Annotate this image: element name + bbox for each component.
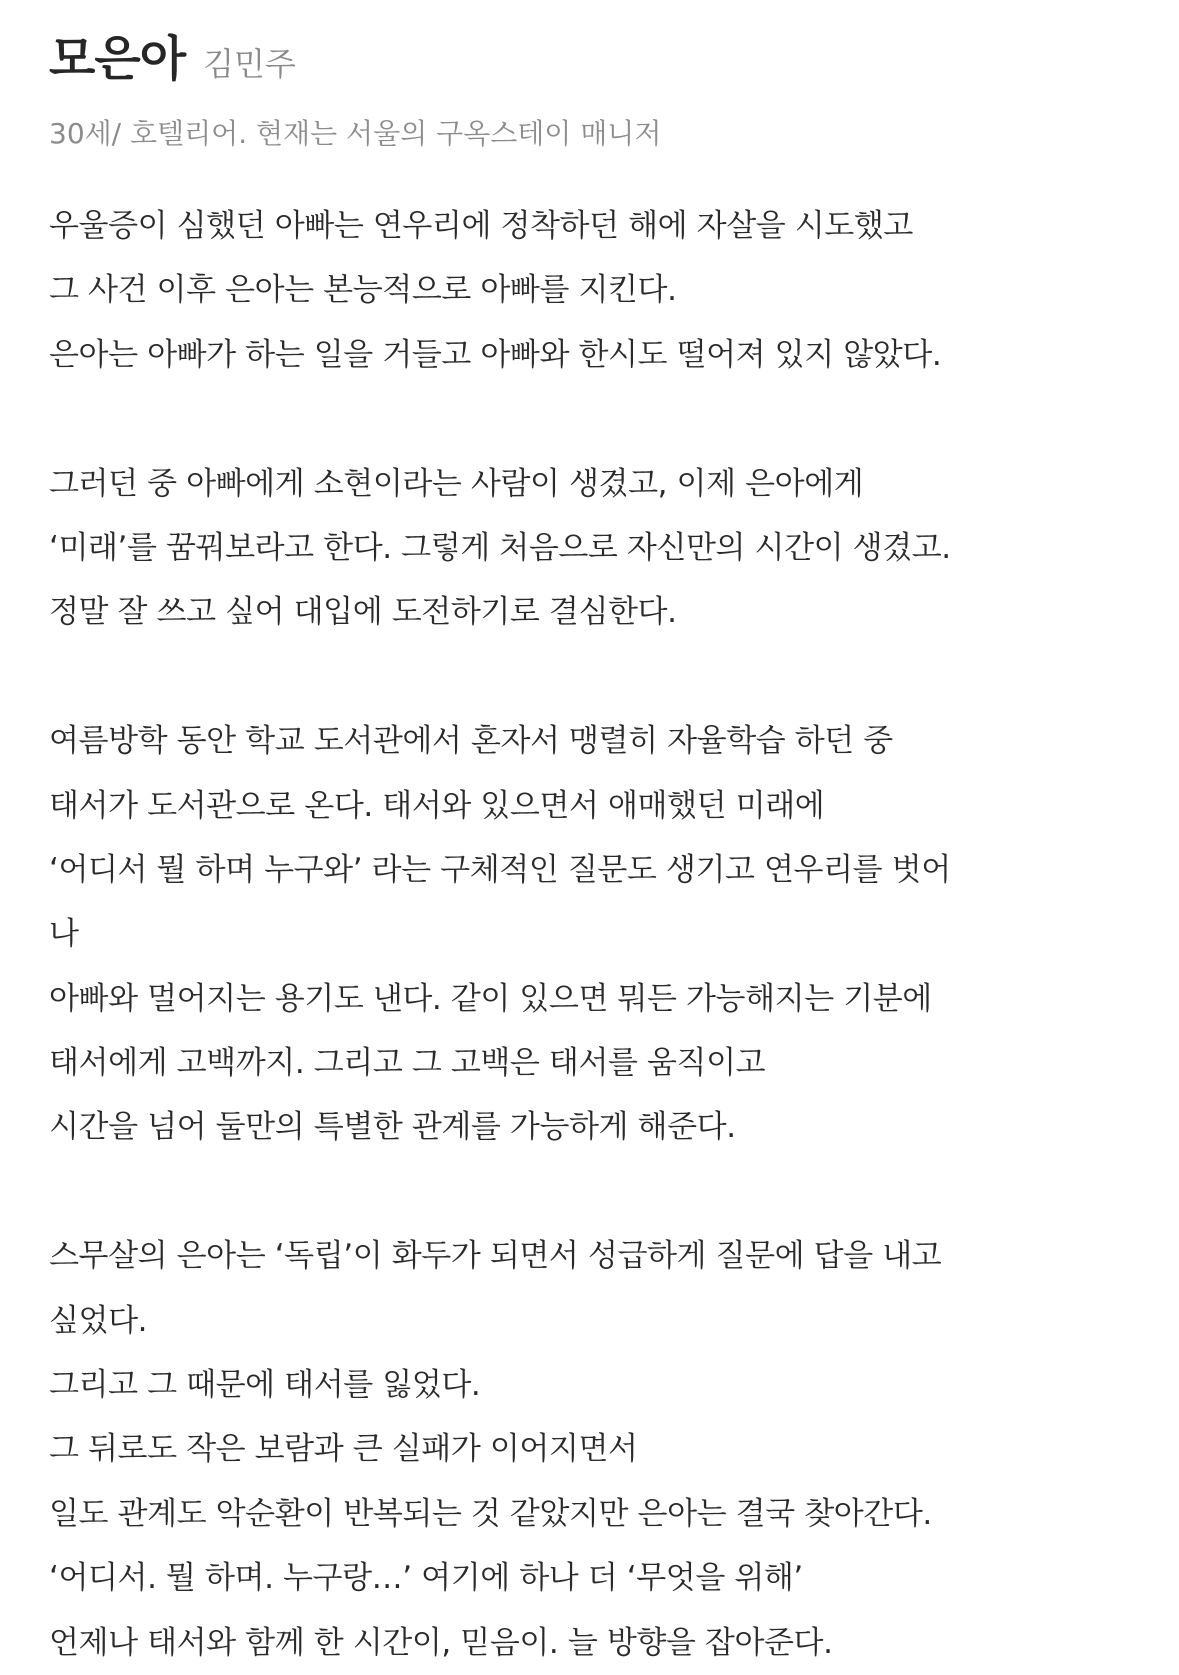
paragraph-gap <box>49 1160 1119 1224</box>
description-line: 일도 관계도 악순환이 반복되는 것 같았지만 은아는 결국 찾아간다. <box>49 1495 932 1532</box>
description-line: ‘어디서. 뭘 하며. 누구랑…’ 여기에 하나 더 ‘무엇을 위해’ <box>49 1560 803 1597</box>
description-line: 태서가 도서관으로 온다. 태서와 있으면서 애매했던 미래에 <box>49 787 825 824</box>
paragraph-gap <box>49 645 1119 709</box>
description-line: 아빠와 멀어지는 용기도 낸다. 같이 있으면 뭐든 가능해지는 기분에 <box>49 980 932 1017</box>
description-line: 언제나 태서와 함께 한 시간이, 믿음이. 늘 방향을 잡아준다. <box>49 1624 833 1661</box>
description-line: 그리고 그 때문에 태서를 잃었다. <box>49 1367 481 1404</box>
description-line: 여름방학 동안 학교 도서관에서 혼자서 맹렬히 자율학습 하던 중 <box>49 723 893 760</box>
description-line: 우울증이 심했던 아빠는 연우리에 정착하던 해에 자살을 시도했고 <box>49 208 913 244</box>
description-line: 그 뒤로도 작은 보람과 큰 실패가 이어지면서 <box>49 1431 638 1468</box>
description-line: 그 사건 이후 은아는 본능적으로 아빠를 지킨다. <box>49 272 677 309</box>
paragraph-gap <box>49 387 1119 451</box>
profile-header <box>49 20 1119 100</box>
description-line: 스무살의 은아는 ‘독립’이 화두가 되면서 성급하게 질문에 답을 내고 <box>49 1238 942 1275</box>
description-line: ‘미래’를 꿈꿔보라고 한다. 그렇게 처음으로 자신만의 시간이 생겼고. <box>49 529 951 566</box>
description-line: 정말 잘 쓰고 싶어 대입에 도전하기로 결심한다. <box>49 594 677 631</box>
character-subtitle: 30세/ 호텔리어. 현재는 서울의 구옥스테이 매니저 <box>49 117 662 150</box>
description-line: ‘어디서 뭘 하며 누구와’ 라는 구체적인 질문도 생기고 연우리를 벗어 <box>49 851 951 888</box>
actor-name: 김민주 <box>203 45 296 83</box>
description-line: 싶었다. <box>49 1302 148 1339</box>
description-line: 시간을 넘어 둘만의 특별한 관계를 가능하게 해준다. <box>49 1109 736 1146</box>
description-line: 태서에게 고백까지. 그리고 그 고백은 태서를 움직이고 <box>49 1045 766 1082</box>
character-description <box>49 194 1119 1675</box>
character-name: 모은아 <box>49 31 186 87</box>
description-line: 은아는 아빠가 하는 일을 거들고 아빠와 한시도 떨어져 있지 않았다. <box>49 336 942 373</box>
description-line: 나 <box>49 916 79 953</box>
description-line: 그러던 중 아빠에게 소현이라는 사람이 생겼고, 이제 은아에게 <box>49 465 864 502</box>
